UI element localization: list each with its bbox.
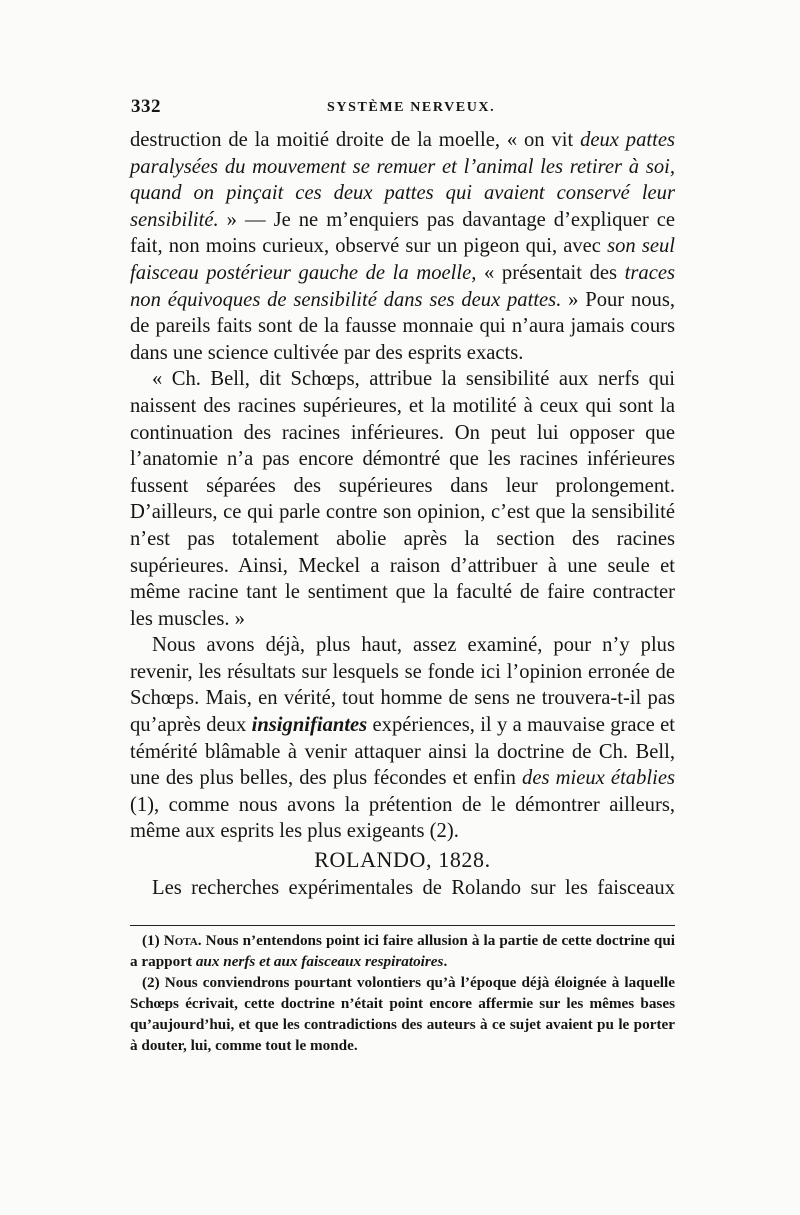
footnote-2: (2) Nous conviendrons pourtant volontiers qu’à l’époque déjà éloignée à laquelle Schœps écrivait, cette doctrine n’était point encore affermie sur les mêmes bases qu’aujourd’hui, et que les contradictions des auteurs à ce sujet avaient pu le porter à douter, lui, comme tout le monde. [130,974,675,1054]
p1-text-2: » — Je ne m’enquiers pas davantage d’expliquer ce fait, non moins curieux, observé sur un pigeon qui, avec [130,208,675,258]
p1-text-1: destruction de la moitié droite de la moelle, « on vit [130,129,581,151]
p1-text-4: » Pour nous, de pareils faits sont de la fausse monnaie qui n’aura jamais cours dans une science cultivée par des esprits exacts. [130,288,676,364]
p3-text-1: Nous avons déjà, plus haut, assez examiné, pour n’y plus revenir, les résultats sur lesquels se fonde ici l’opinion erronée de Schœps. Mais, en vérité, tout homme de sens ne trouvera-t-il pas qu’après deux [130,634,675,737]
footnotes [130,930,675,1056]
paragraph-4: Les recherches expérimentales de Rolando sur les faisceaux [152,877,675,900]
p1-text-3: « présentait des [476,261,625,284]
footnote-1-italic: aux nerfs et aux faisceaux respiratoires [195,953,444,970]
footnote-rule [130,925,675,926]
p3-text-3: (1), comme nous avons la prétention de le démontrer ailleurs, même aux esprits les plus exigeants (2). [130,793,675,843]
page-number: 332 [131,96,161,117]
footnote-1-label: Nota [163,932,198,949]
running-head: SYSTÈME NERVEUX. [327,100,496,115]
p3-italic-1: insignifiantes [251,714,368,737]
footnote-1 [130,930,675,972]
body-text [130,127,675,902]
footnote-1-text-2: . [443,953,448,970]
paragraph-2: « Ch. Bell, dit Schœps, attribue la sensibilité aux nerfs qui naissent des racines supérieures, et la motilité à ceux qui sont la continuation des racines inférieures. On peut lui opposer que l’anatomie n’a pas encore démontré que les racines inférieures fussent séparées des supérieures dans leur prolongement. D’ailleurs, ce qui parle contre son opinion, c’est que la sensibilité n’est pas totalement abolie après la section des racines supérieures. Ainsi, Meckel a raison d’attribuer à une seule et même racine tant le sentiment que la faculté de faire contracter les muscles. » [130,368,675,630]
p3-text-2: expériences, il y a mauvaise grace et témérité blâmable à venir attaquer ainsi la doctrine de Ch. Bell, une des plus belles, des plus fécondes et enfin [130,714,675,790]
paragraph-3 [130,632,675,845]
p1-italic-1: deux pattes paralysées du mouvement se remuer et l’animal les retirer à soi, quand on pinçait ces deux pattes qui avaient conservé leur sensibilité. [130,129,675,231]
page-header [131,96,671,122]
p1-italic-2: son seul faisceau postérieur gauche de la moelle, [130,235,675,284]
footnote-1-text-1: . Nous n’entendons point ici faire allusion à la partie de cette doctrine qui a rapport [130,932,675,970]
p1-italic-3: traces non équivoques de sensibilité dans ses deux pattes. [130,261,675,311]
paragraph-1 [130,127,675,366]
footnote-1-marker: (1) [142,932,164,949]
p3-italic-2: des mieux établies [522,767,675,790]
section-title: ROLANDO, 1828. [314,847,491,873]
